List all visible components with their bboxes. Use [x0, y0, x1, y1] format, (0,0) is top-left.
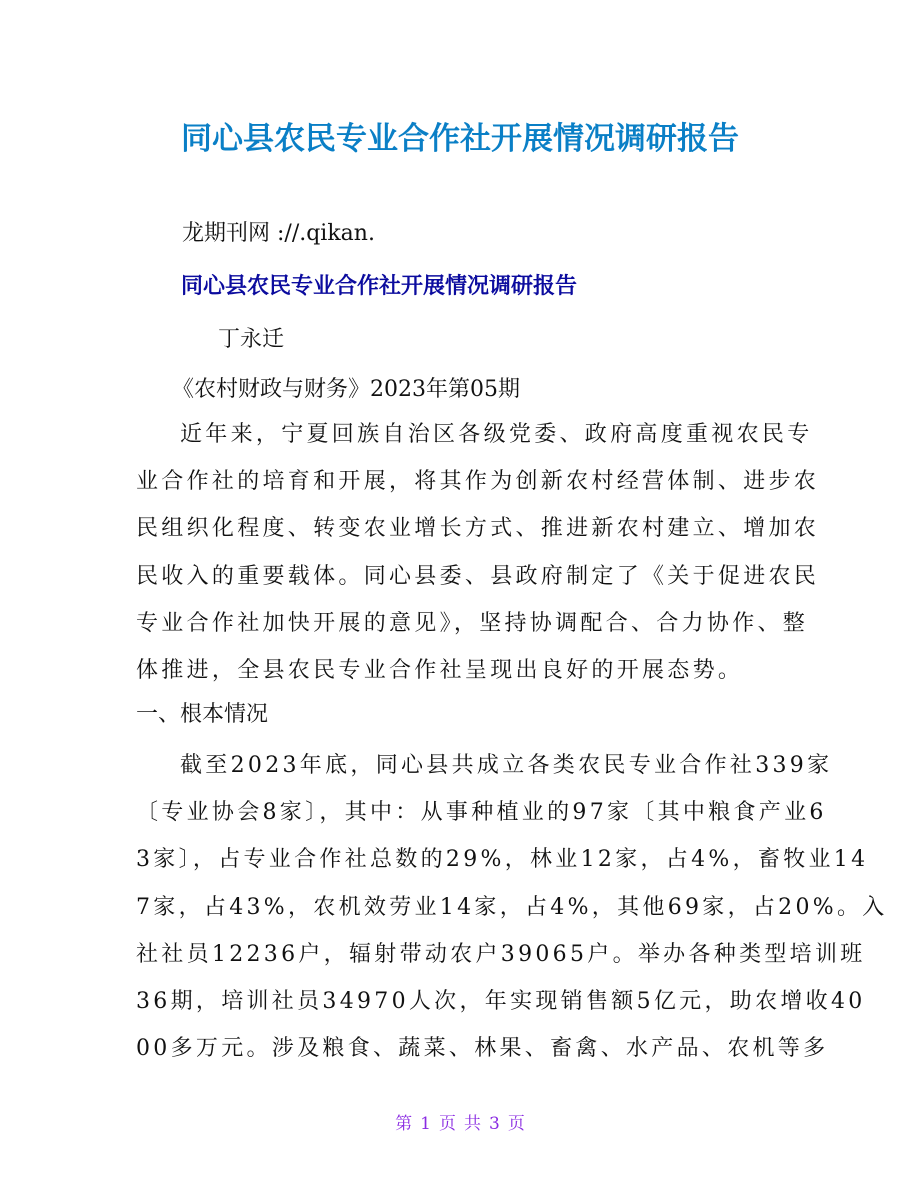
paragraph-line: 36期，培训社员34970人次，年实现销售额5亿元，助农增收40 — [136, 988, 866, 1014]
footer-page-label: 页 — [439, 1114, 456, 1134]
paragraph-line: 民收入的重要载体。同心县委、县政府制定了《关于促进农民 — [136, 563, 820, 589]
paragraph-line: 社社员12236户，辐射带动农户39065户。举办各种类型培训班 — [136, 941, 866, 967]
paragraph-line: 〔专业协会8家〕，其中：从事种植业的97家〔其中粮食产业6 — [136, 800, 827, 826]
paragraph-line: 体推进，全县农民专业合作社呈现出良好的开展态势。 — [136, 657, 744, 683]
paragraph-line: 3家〕，占专业合作社总数的29%，林业12家，占4%，畜牧业14 — [136, 847, 869, 873]
page-footer — [0, 1112, 920, 1136]
footer-prefix: 第 — [395, 1114, 413, 1134]
paragraph-line: 00多万元。涉及粮食、蔬菜、林果、畜禽、水产品、农机等多 — [136, 1036, 829, 1062]
paragraph-line: 民组织化程度、转变农业增长方式、推进新农村建立、增加农 — [136, 516, 820, 542]
document-title: 同心县农民专业合作社开展情况调研报告 — [181, 121, 739, 157]
paragraph-line: 专业合作社加快开展的意见》，坚持协调配合、合力协作、整 — [136, 610, 809, 636]
author-name: 丁永迁 — [218, 327, 285, 352]
total-page-count: 3 — [489, 1114, 500, 1134]
current-page-number: 1 — [420, 1114, 431, 1134]
footer-suffix: 页 — [507, 1114, 525, 1134]
source-line: 龙期刊网 ://.qikan. — [182, 221, 375, 246]
intro-paragraph — [136, 411, 820, 694]
paragraph-line: 7家，占43%，农机效劳业14家，占4%，其他69家，占20%。入 — [136, 894, 888, 920]
basic-situation-paragraph — [136, 742, 888, 1072]
paragraph-line: 近年来，宁夏回族自治区各级党委、政府高度重视农民专 — [180, 422, 813, 447]
paragraph-line: 业合作社的培育和开展，将其作为创新农村经营体制、进步农 — [136, 469, 820, 495]
section-heading: 一、根本情况 — [136, 702, 269, 727]
journal-citation: 《农村财政与财务》2023年第05期 — [172, 377, 520, 402]
article-subtitle: 同心县农民专业合作社开展情况调研报告 — [181, 274, 578, 299]
paragraph-line: 截至2023年底，同心县共成立各类农民专业合作社339家 — [180, 753, 833, 778]
footer-total-label: 共 — [464, 1114, 481, 1134]
